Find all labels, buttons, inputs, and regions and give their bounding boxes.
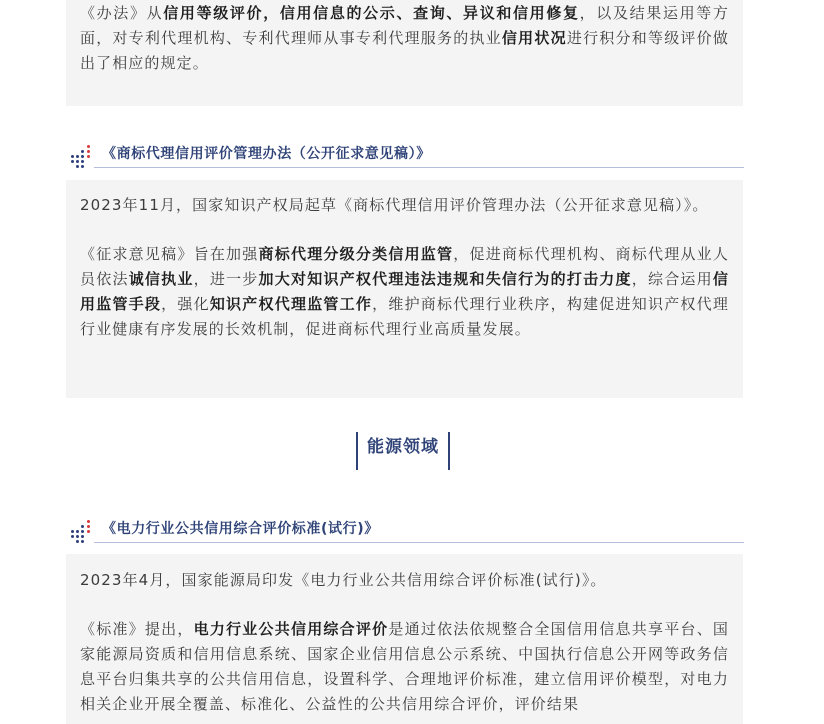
text-span: ，进一步 [193,270,259,288]
text-span: 进行积分和等级评价做出了相应的规定。 [80,29,729,72]
text-span: ，维护商标代理行业秩序，构建促进知识产权代理行业健康有序发展的长效机制，促进商标代理行业高质量发展。 [80,295,729,338]
bold-text: 信用等级评价，信用信息的公示、查询、异议和信用修复 [163,4,580,22]
paragraph [80,242,729,342]
bold-text: 电力行业公共信用综合评价 [193,620,389,638]
bold-text: 信用监管手段 [80,270,729,313]
divider [94,167,744,168]
paragraph: 2023年4月，国家能源局印发《电力行业公共信用综合评价标准(试行)》。 [80,571,607,589]
content-card-patent [66,0,743,106]
section-title-trademark [70,145,744,171]
text-span: 《办法》从 [80,4,164,22]
bold-text: 诚信执业 [128,270,194,288]
text-span: ，强化 [161,295,210,313]
text-span: 《征求意见稿》旨在加强 [80,245,259,263]
text-span: 是通过依法依规整合全国信用信息共享平台、国家能源局资质和信用信息系统、国家企业信用信息公示系统、中国执行信息公开网等政务信息平台归集共享的公共信用信息，设置科学、合理地评价标准，建立信用评价模型，对电力相关企业开展全覆盖、标准化、公益性的公共信用综合评价，评价结果 [80,620,730,713]
paragraph: 2023年11月，国家知识产权局起草《商标代理信用评价管理办法（公开征求意见稿）》。 [80,196,709,214]
divider [94,542,744,543]
text-span: ，以及结果运用等方面，对专利代理机构、专利代理师从事专利代理服务的执业 [80,4,729,47]
section-title-power [70,520,744,546]
text-span: ，综合运用 [631,270,713,288]
bold-text: 知识产权代理监管工作 [209,295,373,313]
paragraph [80,1,729,76]
dots-icon [70,145,92,171]
domain-heading-text: 能源领域 [367,437,439,457]
bold-text: 信用状况 [501,29,567,47]
section-title-text: 《电力行业公共信用综合评价标准(试行)》 [102,521,379,537]
content-card-trademark [66,180,743,398]
section-title-text: 《商标代理信用评价管理办法（公开征求意见稿）》 [102,146,431,162]
text-span: 《标准》提出， [80,620,194,638]
bold-text: 加大对知识产权代理违法违规和失信行为的打击力度 [258,270,632,288]
bold-text: 商标代理分级分类信用监管 [258,245,454,263]
content-card-power [66,554,743,724]
paragraph [80,617,729,717]
domain-heading [356,432,450,470]
dots-icon [70,520,92,546]
text-span: ，促进商标代理机构、商标代理从业人员依法 [80,245,730,288]
